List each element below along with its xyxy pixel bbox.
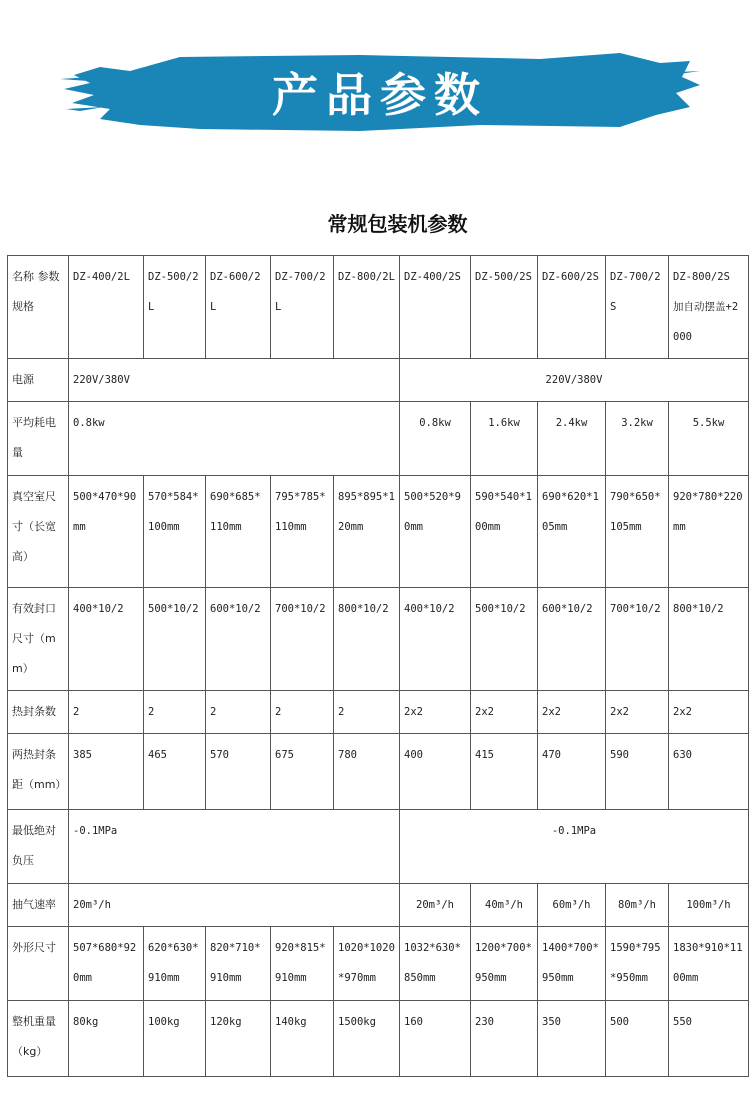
- value-cell: 690*620*105mm: [538, 476, 606, 588]
- value-cell: 1200*700*950mm: [471, 927, 538, 1001]
- table-title: 常规包装机参数: [327, 212, 468, 236]
- value-cell: 100kg: [144, 1001, 206, 1077]
- table-row-power: [8, 359, 749, 402]
- value-cell: 700*10/2: [606, 588, 669, 691]
- table-row-seal-bars: [8, 691, 749, 734]
- table-row-seal-size: [8, 588, 749, 691]
- value-cell: 415: [471, 734, 538, 810]
- value-cell: 780: [334, 734, 400, 810]
- value-cell: 160: [400, 1001, 471, 1077]
- value-cell: 20m³/h: [69, 884, 400, 927]
- value-cell: -0.1MPa: [69, 810, 400, 884]
- table-row-pump-speed: [8, 884, 749, 927]
- value-cell: 385: [69, 734, 144, 810]
- value-cell: 895*895*120mm: [334, 476, 400, 588]
- value-cell: 630: [669, 734, 749, 810]
- row-label: 整机重量（kg）: [8, 1001, 69, 1077]
- model-cell: DZ-500/2L: [144, 256, 206, 359]
- value-cell: 570: [206, 734, 271, 810]
- value-cell: 220V/380V: [400, 359, 749, 402]
- value-cell: 795*785*110mm: [271, 476, 334, 588]
- value-cell: 400: [400, 734, 471, 810]
- value-cell: 1590*795*950mm: [606, 927, 669, 1001]
- value-cell: 500: [606, 1001, 669, 1077]
- table-row-bar-distance: [8, 734, 749, 810]
- value-cell: 600*10/2: [538, 588, 606, 691]
- value-cell: 2.4kw: [538, 402, 606, 476]
- model-cell: DZ-400/2L: [69, 256, 144, 359]
- value-cell: 0.8kw: [69, 402, 400, 476]
- value-cell: 1500kg: [334, 1001, 400, 1077]
- model-cell: DZ-600/2L: [206, 256, 271, 359]
- model-cell: DZ-500/2S: [471, 256, 538, 359]
- page-title: 产品参数: [272, 68, 488, 122]
- model-cell: DZ-600/2S: [538, 256, 606, 359]
- value-cell: 2x2: [538, 691, 606, 734]
- value-cell: 1400*700*950mm: [538, 927, 606, 1001]
- value-cell: 550: [669, 1001, 749, 1077]
- title-banner: [60, 45, 700, 135]
- value-cell: 2: [69, 691, 144, 734]
- value-cell: 590: [606, 734, 669, 810]
- value-cell: 1.6kw: [471, 402, 538, 476]
- table-row-weight: [8, 1001, 749, 1077]
- value-cell: 500*520*90mm: [400, 476, 471, 588]
- value-cell: 2: [271, 691, 334, 734]
- value-cell: 500*470*90mm: [69, 476, 144, 588]
- value-cell: 620*630*910mm: [144, 927, 206, 1001]
- table-row-min-pressure: [8, 810, 749, 884]
- row-label: 平均耗电量: [8, 402, 69, 476]
- row-label: 电源: [8, 359, 69, 402]
- value-cell: 800*10/2: [334, 588, 400, 691]
- value-cell: 400*10/2: [69, 588, 144, 691]
- value-cell: -0.1MPa: [400, 810, 749, 884]
- table-row-dimensions: [8, 927, 749, 1001]
- value-cell: 790*650*105mm: [606, 476, 669, 588]
- value-cell: 100m³/h: [669, 884, 749, 927]
- value-cell: 80m³/h: [606, 884, 669, 927]
- row-label: 热封条数: [8, 691, 69, 734]
- model-cell: DZ-400/2S: [400, 256, 471, 359]
- value-cell: 507*680*920mm: [69, 927, 144, 1001]
- value-cell: 470: [538, 734, 606, 810]
- value-cell: 230: [471, 1001, 538, 1077]
- row-label: 真空室尺寸（长宽高）: [8, 476, 69, 588]
- header-label-cell: 名称 参数 规格: [8, 256, 69, 359]
- value-cell: 675: [271, 734, 334, 810]
- value-cell: 820*710*910mm: [206, 927, 271, 1001]
- model-cell: DZ-700/2L: [271, 256, 334, 359]
- value-cell: 40m³/h: [471, 884, 538, 927]
- value-cell: 2: [144, 691, 206, 734]
- table-row-chamber: [8, 476, 749, 588]
- value-cell: 500*10/2: [144, 588, 206, 691]
- value-cell: 465: [144, 734, 206, 810]
- model-cell: DZ-800/2S 加自动摆盖+2000: [669, 256, 749, 359]
- row-label: 两热封条距（mm）: [8, 734, 69, 810]
- value-cell: 1830*910*1100mm: [669, 927, 749, 1001]
- value-cell: 920*815*910mm: [271, 927, 334, 1001]
- value-cell: 2x2: [471, 691, 538, 734]
- row-label: 外形尺寸: [8, 927, 69, 1001]
- value-cell: 2x2: [669, 691, 749, 734]
- value-cell: 3.2kw: [606, 402, 669, 476]
- value-cell: 0.8kw: [400, 402, 471, 476]
- value-cell: 2: [334, 691, 400, 734]
- value-cell: 20m³/h: [400, 884, 471, 927]
- value-cell: 570*584*100mm: [144, 476, 206, 588]
- value-cell: 2: [206, 691, 271, 734]
- value-cell: 350: [538, 1001, 606, 1077]
- spec-table: [7, 255, 749, 1077]
- value-cell: 2x2: [400, 691, 471, 734]
- value-cell: 920*780*220mm: [669, 476, 749, 588]
- value-cell: 590*540*100mm: [471, 476, 538, 588]
- value-cell: 690*685*110mm: [206, 476, 271, 588]
- value-cell: 2x2: [606, 691, 669, 734]
- value-cell: 700*10/2: [271, 588, 334, 691]
- value-cell: 120kg: [206, 1001, 271, 1077]
- value-cell: 1032*630*850mm: [400, 927, 471, 1001]
- value-cell: 80kg: [69, 1001, 144, 1077]
- table-row-header: [8, 256, 749, 359]
- value-cell: 400*10/2: [400, 588, 471, 691]
- value-cell: 1020*1020*970mm: [334, 927, 400, 1001]
- value-cell: 800*10/2: [669, 588, 749, 691]
- row-label: 抽气速率: [8, 884, 69, 927]
- model-cell: DZ-700/2S: [606, 256, 669, 359]
- model-cell: DZ-800/2L: [334, 256, 400, 359]
- value-cell: 60m³/h: [538, 884, 606, 927]
- row-label: 最低绝对负压: [8, 810, 69, 884]
- value-cell: 600*10/2: [206, 588, 271, 691]
- value-cell: 500*10/2: [471, 588, 538, 691]
- table-row-avg-power: [8, 402, 749, 476]
- value-cell: 140kg: [271, 1001, 334, 1077]
- row-label: 有效封口尺寸（mm）: [8, 588, 69, 691]
- value-cell: 5.5kw: [669, 402, 749, 476]
- value-cell: 220V/380V: [69, 359, 400, 402]
